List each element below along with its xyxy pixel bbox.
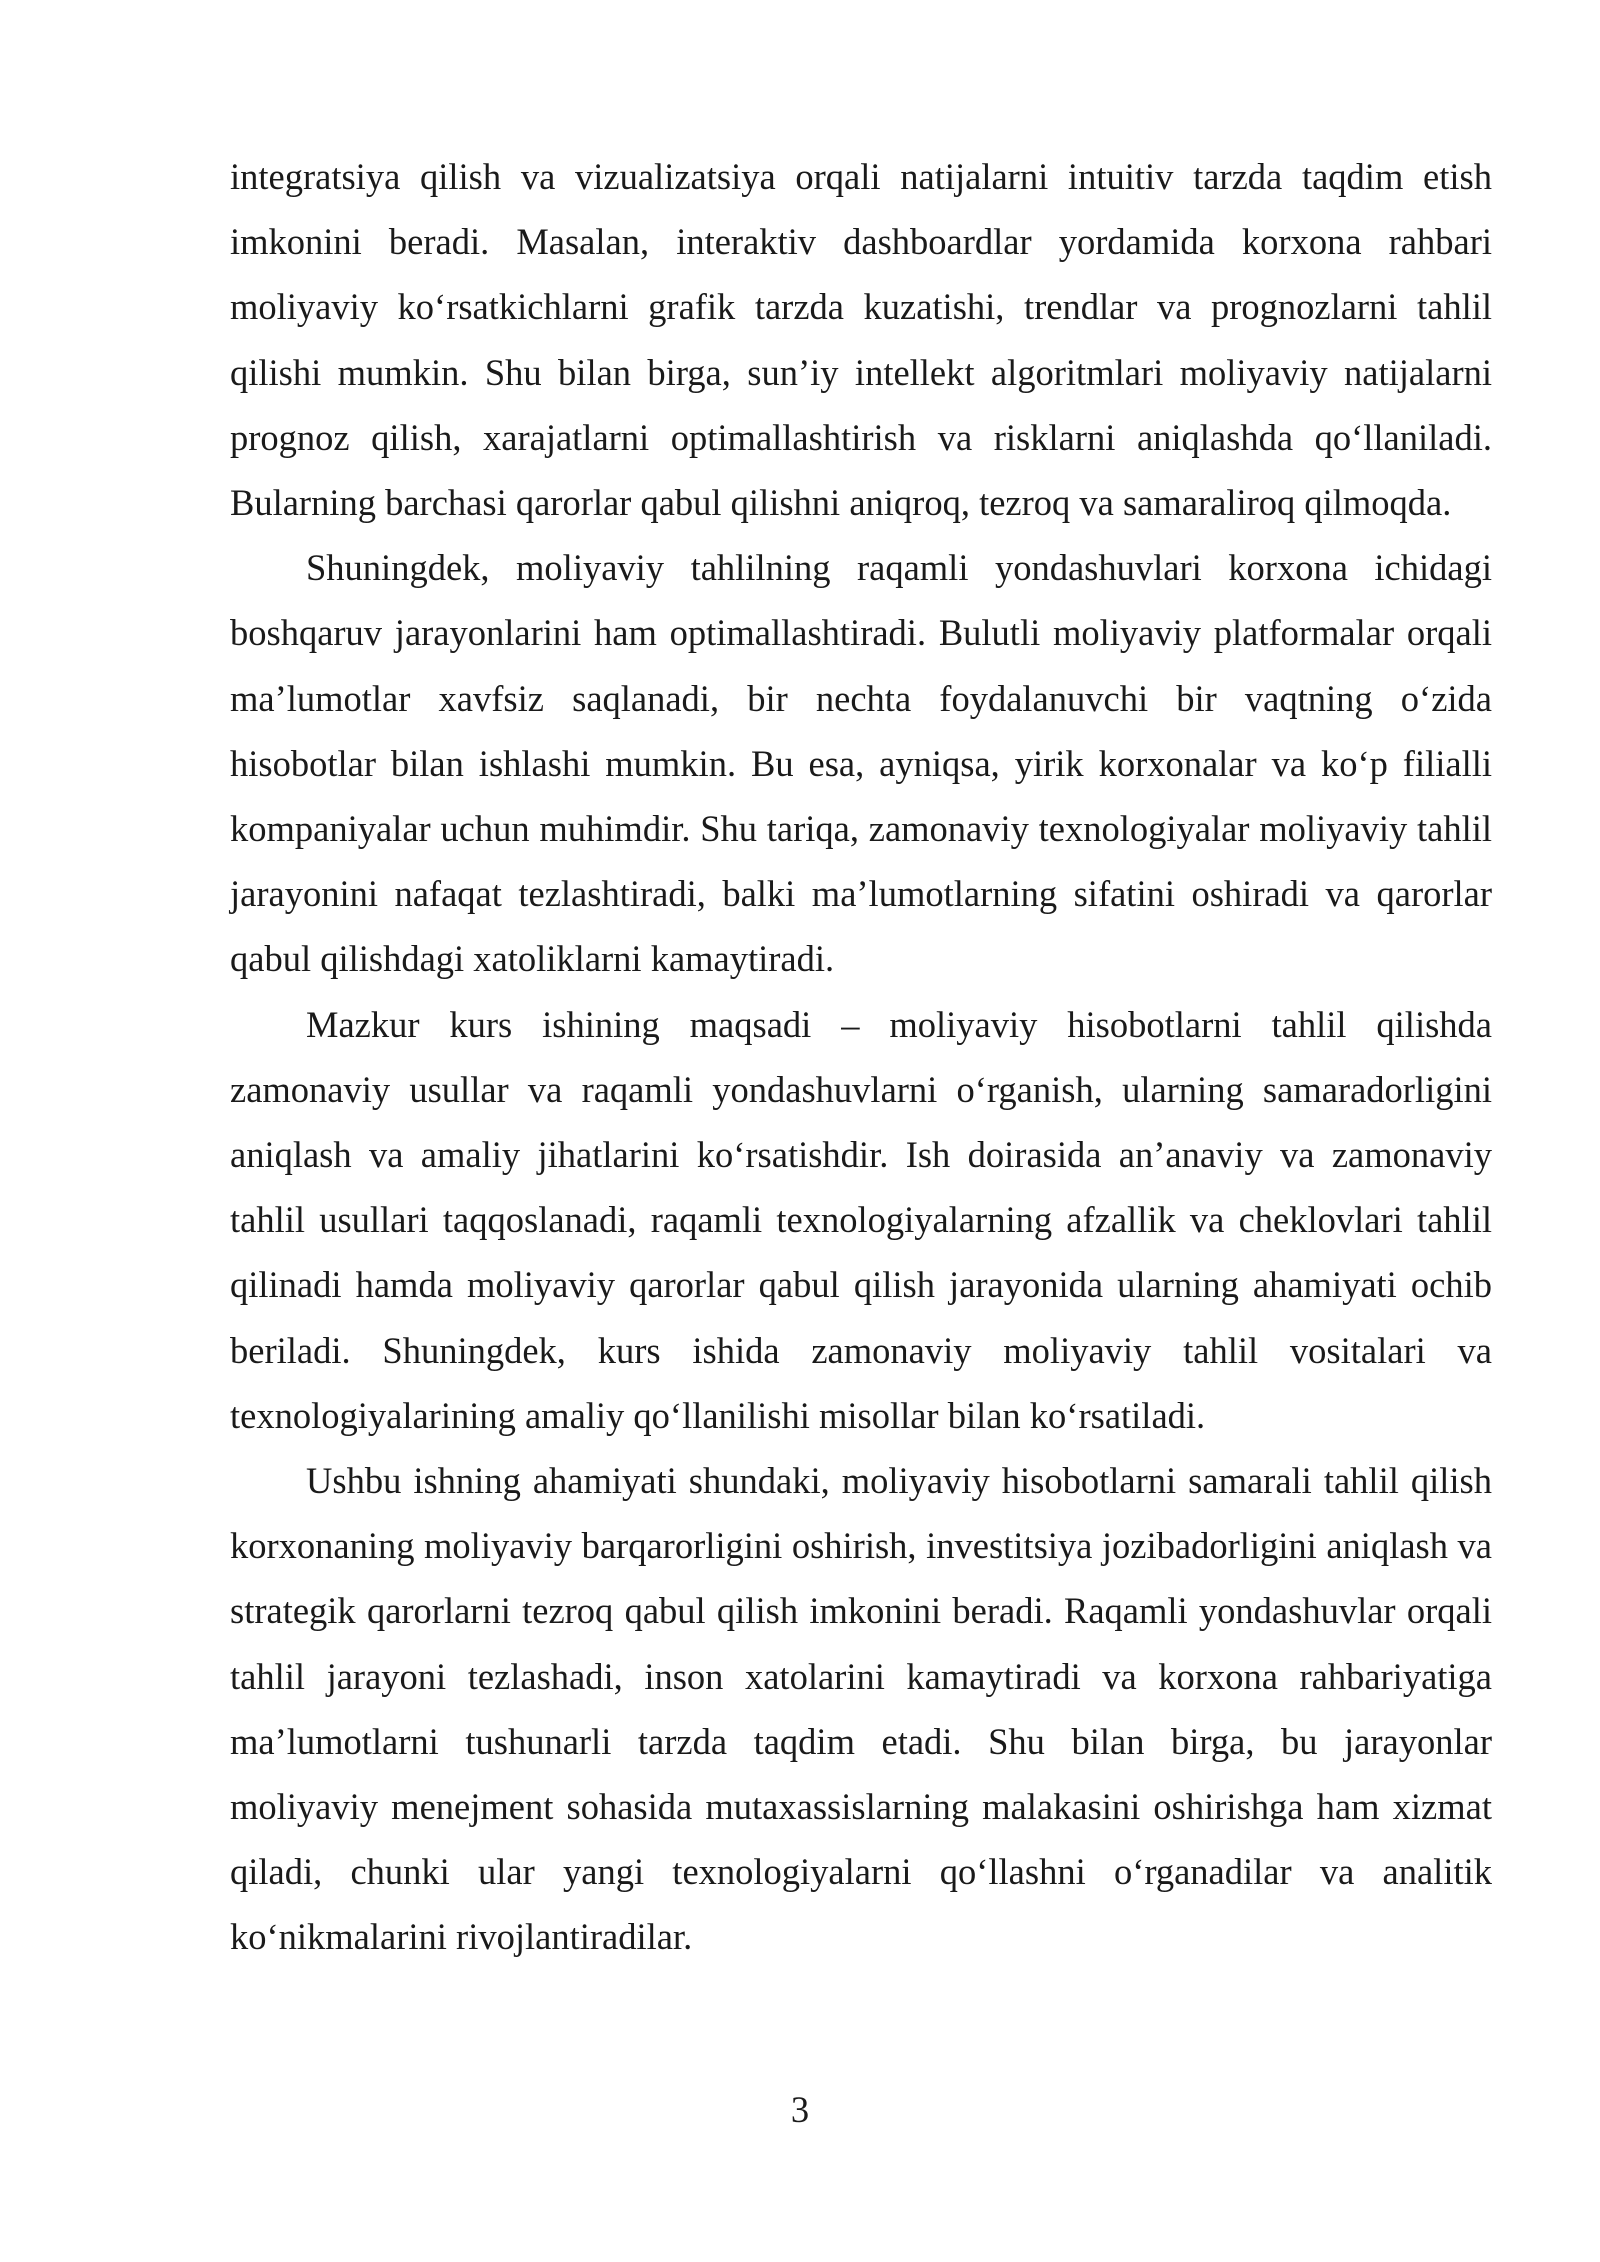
paragraph-digital-approaches: Shuningdek, moliyaviy tahlilning raqamli yondashuvlari korxona ichidagi boshqaruv jarayonlarini ham optimallashtiradi. Bulutli moliyaviy platformalar orqali ma’lumotlar xavfsiz saqlanadi, bir nechta foydalanuvchi bir vaqtning o‘zida hisobotlar bilan ishlashi mumkin. Bu esa, ayniqsa, yirik korxonalar va ko‘p filialli kompaniyalar uchun muhimdir. Shu tariqa, zamonaviy texnologiyalar moliyaviy tahlil jarayonini nafaqat tezlashtiradi, balki ma’lumotlarning sifatini oshiradi va qarorlar qabul qilishdagi xatoliklarni kamaytiradi.	[230, 547, 1492, 980]
body-text	[230, 144, 1492, 1970]
paragraph-continuation: integratsiya qilish va vizualizatsiya orqali natijalarni intuitiv tarzda taqdim etish imkonini beradi. Masalan, interaktiv dashboardlar yordamida korxona rahbari moliyaviy ko‘rsatkichlarni grafik tarzda kuzatishi, trendlar va prognozlarni tahlil qilishi mumkin. Shu bilan birga, sun’iy intellekt algoritmlari moliyaviy natijalarni prognoz qilish, xarajatlarni optimallashtirish va risklarni aniqlashda qo‘llaniladi. Bularning barchasi qarorlar qabul qilishni aniqroq, tezroq va samaraliroq qilmoqda.	[230, 156, 1492, 524]
paragraph-significance: Ushbu ishning ahamiyati shundaki, moliyaviy hisobotlarni samarali tahlil qilish korxonaning moliyaviy barqarorligini oshirish, investitsiya jozibadorligini aniqlash va strategik qarorlarni tezroq qabul qilish imkonini beradi. Raqamli yondashuvlar orqali tahlil jarayoni tezlashadi, inson xatolarini kamaytiradi va korxona rahbariyatiga ma’lumotlarni tushunarli tarzda taqdim etadi. Shu bilan birga, bu jarayonlar moliyaviy menejment sohasida mutaxassislarning malakasini oshirishga ham xizmat qiladi, chunki ular yangi texnologiyalarni qo‘llashni o‘rganadilar va analitik ko‘nikmalarini rivojlantiradilar.	[230, 1460, 1492, 1958]
paragraph-course-goal: Mazkur kurs ishining maqsadi – moliyaviy hisobotlarni tahlil qilishda zamonaviy usullar va raqamli yondashuvlarni o‘rganish, ularning samaradorligini aniqlash va amaliy jihatlarini ko‘rsatishdir. Ish doirasida an’anaviy va zamonaviy tahlil usullari taqqoslanadi, raqamli texnologiyalarning afzallik va cheklovlari tahlil qilinadi hamda moliyaviy qarorlar qabul qilish jarayonida ularning ahamiyati ochib beriladi. Shuningdek, kurs ishida zamonaviy moliyaviy tahlil vositalari va texnologiyalarining amaliy qo‘llanilishi misollar bilan ko‘rsatiladi.	[230, 1003, 1492, 1436]
page-number: 3	[790, 2089, 810, 2130]
